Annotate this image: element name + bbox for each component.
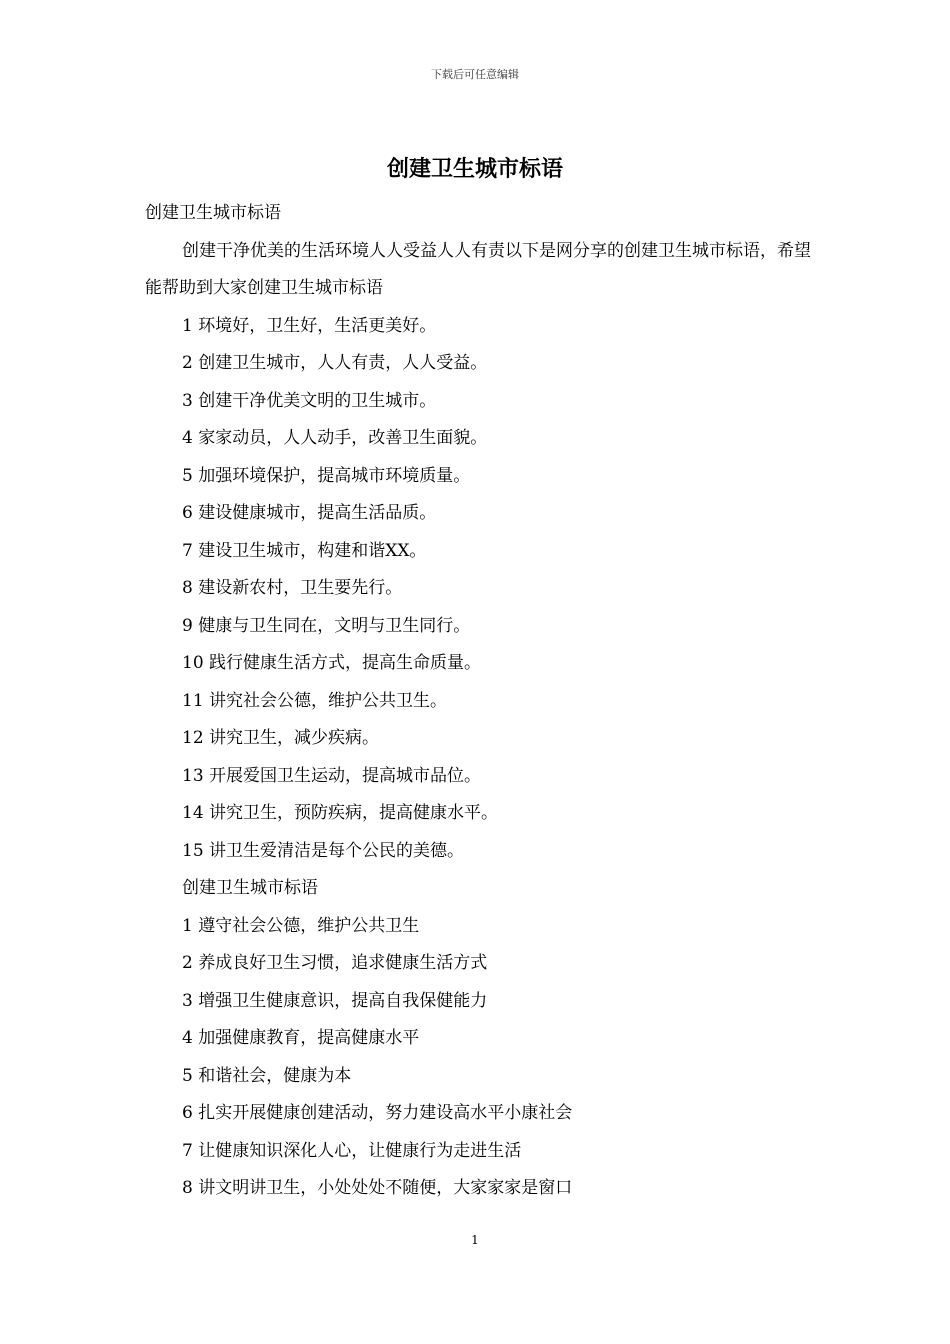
slogan-list-two-item: 2 养成良好卫生习惯，追求健康生活方式 xyxy=(182,953,488,973)
slogan-list-one-item: 4 家家动员，人人动手，改善卫生面貌。 xyxy=(182,428,488,448)
document-subtitle: 创建卫生城市标语 xyxy=(145,203,281,223)
slogan-list-two-item: 5 和谐社会，健康为本 xyxy=(182,1065,352,1086)
slogan-list-one-item: 5 加强环境保护，提高城市环境质量。 xyxy=(182,465,471,486)
slogan-list-one-item: 15 讲卫生爱清洁是每个公民的美德。 xyxy=(182,840,465,861)
intro-paragraph: 创建干净优美的生活环境人人受益人人有责以下是网分享的创建卫生城市标语，希望能帮助到大家创建卫生城市标语 xyxy=(145,240,811,298)
slogan-list-one-item: 12 讲究卫生，减少疾病。 xyxy=(182,728,380,748)
slogan-list-one-item: 9 健康与卫生同在，文明与卫生同行。 xyxy=(182,615,471,636)
slogan-list-two-item: 3 增强卫生健康意识，提高自我保健能力 xyxy=(182,990,488,1011)
slogan-list-one-item: 13 开展爱国卫生运动，提高城市品位。 xyxy=(182,765,482,786)
page-header: 下载后可任意编辑 xyxy=(431,68,519,81)
document-title: 创建卫生城市标语 xyxy=(386,156,563,182)
slogan-list-one-item: 2 创建卫生城市，人人有责，人人受益。 xyxy=(182,353,488,373)
slogan-list-one-item: 14 讲究卫生，预防疾病，提高健康水平。 xyxy=(182,803,499,823)
slogan-list-two-item: 1 遵守社会公德，维护公共卫生 xyxy=(182,915,420,936)
slogan-list-two-item: 6 扎实开展健康创建活动，努力建设高水平小康社会 xyxy=(182,1103,573,1123)
slogan-list-two-item: 4 加强健康教育，提高健康水平 xyxy=(182,1028,420,1048)
section-two-heading: 创建卫生城市标语 xyxy=(182,878,318,898)
slogan-list-two-item: 8 讲文明讲卫生，小处处处不随便，大家家家是窗口 xyxy=(182,1178,573,1198)
slogan-list-one-item: 6 建设健康城市，提高生活品质。 xyxy=(182,503,437,523)
slogan-list-one-item: 8 建设新农村，卫生要先行。 xyxy=(182,578,403,598)
slogan-list-one-item: 7 建设卫生城市，构建和谐XX。 xyxy=(182,540,427,561)
slogan-list-one-item: 3 创建干净优美文明的卫生城市。 xyxy=(182,390,437,411)
document-body xyxy=(145,195,815,1208)
slogan-list-one-item: 10 践行健康生活方式，提高生命质量。 xyxy=(182,653,482,673)
slogan-list-one-item: 1 环境好，卫生好，生活更美好。 xyxy=(182,315,437,336)
slogan-list-two-item: 7 让健康知识深化人心，让健康行为走进生活 xyxy=(182,1140,522,1161)
slogan-list-one-item: 11 讲究社会公德，维护公共卫生。 xyxy=(182,690,448,711)
page-number: 1 xyxy=(471,1233,479,1247)
